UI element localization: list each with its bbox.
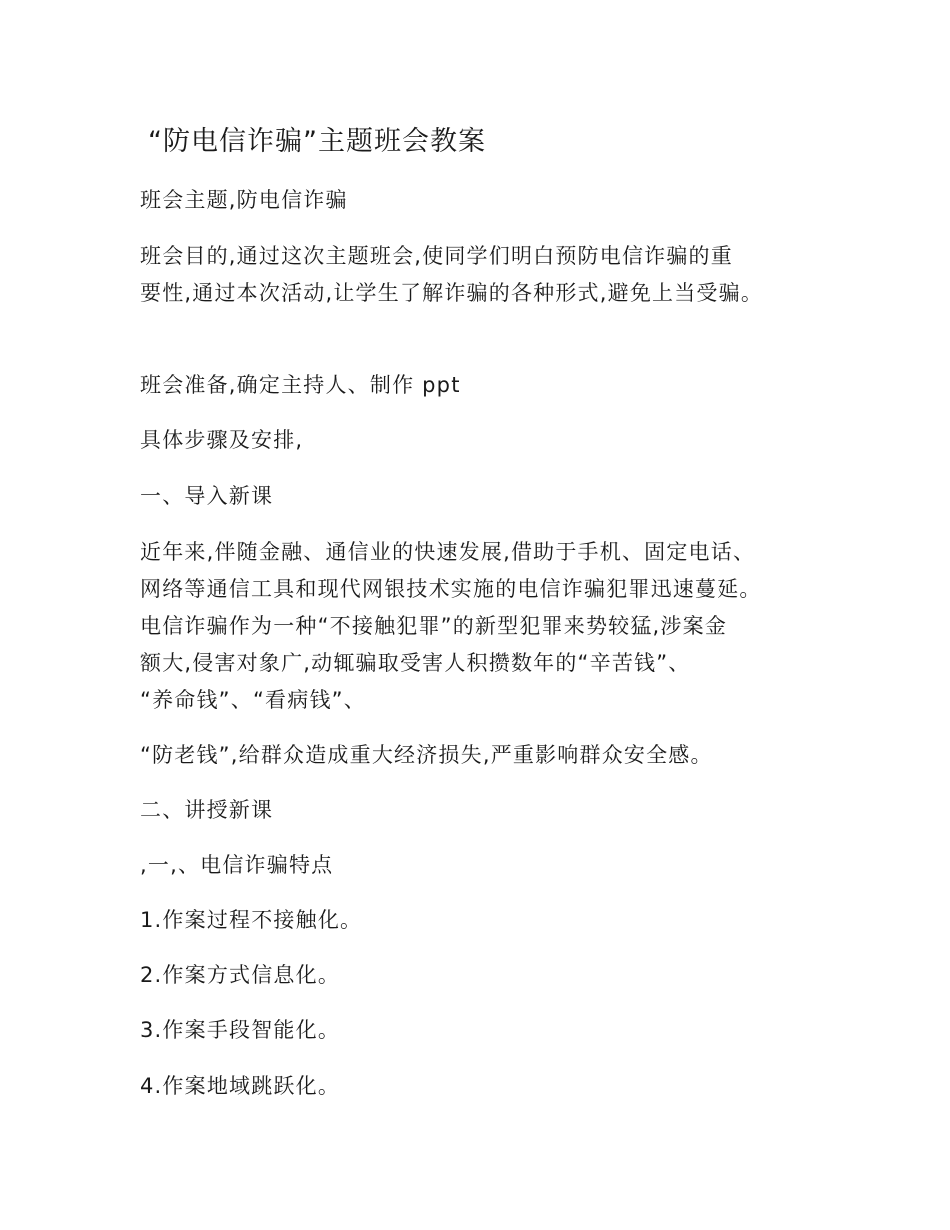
intro-line-3: 电信诈骗作为一种“不接触犯罪”的新型犯罪来势较猛,涉案金 [140,614,728,638]
purpose-line-1: 班会目的,通过这次主题班会,使同学们明白预防电信诈骗的重 [140,244,733,268]
intro-line-1: 近年来,伴随金融、通信业的快速发展,借助于手机、固定电话、 [140,540,756,564]
section-heading-intro: 一、导入新课 [140,484,274,508]
section-heading-teaching: 二、讲授新课 [140,798,274,822]
steps-heading: 具体步骤及安排, [140,428,304,452]
preparation-line: 班会准备,确定主持人、制作 ppt [140,373,461,397]
intro-line-5: “养命钱”、“看病钱”、 [140,688,366,712]
intro-line-4: 额大,侵害对象广,动辄骗取受害人积攒数年的“辛苦钱”、 [140,651,691,675]
feature-item: 1.作案过程不接触化。 [140,908,363,932]
intro-line-2: 网络等通信工具和现代网银技术实施的电信诈骗犯罪迅速蔓延。 [140,577,762,601]
feature-item: 4.作案地域跳跃化。 [140,1074,341,1098]
purpose-line-2: 要性,通过本次活动,让学生了解诈骗的各种形式,避免上当受骗。 [140,281,764,305]
document-title: “防电信诈骗”主题班会教案 [148,126,486,157]
intro-last-line: “防老钱”,给群众造成重大经济损失,严重影响群众安全感。 [140,743,713,767]
subsection-heading-features: ,一,、电信诈骗特点 [140,853,334,877]
theme-line: 班会主题,防电信诈骗 [140,188,348,212]
feature-item: 3.作案手段智能化。 [140,1018,341,1042]
feature-item: 2.作案方式信息化。 [140,963,341,987]
